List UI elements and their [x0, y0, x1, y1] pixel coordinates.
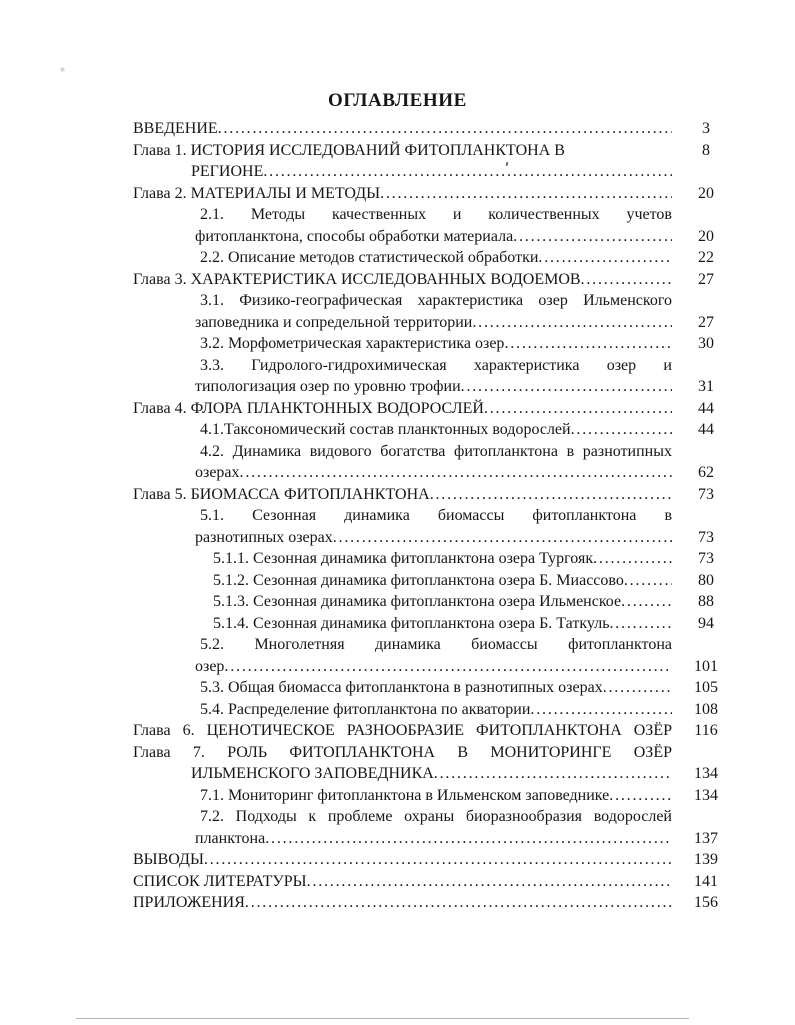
dot-leader [581, 269, 672, 291]
toc-entry-text-inner: 5.3. Общая биомасса фитопланктона в разнотипных озерах [200, 679, 603, 696]
toc-entry-text [191, 763, 434, 785]
scan-edge-line [76, 1018, 689, 1019]
page-number: 27 [698, 313, 714, 331]
toc-entry-text [133, 269, 581, 291]
page-number: 134 [694, 765, 718, 782]
toc-entry-text [200, 333, 504, 355]
toc-entry-text [133, 742, 672, 764]
toc-entry-text-inner: 3.1. Физико-географическая характеристика озер Ильменского [200, 292, 672, 309]
dot-leader [265, 828, 672, 850]
toc-line [133, 290, 740, 312]
toc-line [133, 656, 740, 678]
toc-line [133, 699, 740, 721]
toc-entry-text-inner: 2.2. Описание методов статистической обработки [200, 249, 539, 266]
dot-leader [593, 548, 672, 570]
page-number: 94 [698, 614, 714, 632]
dot-leader [504, 333, 672, 355]
toc-entry-text-inner: 4.1.Таксономический состав планктонных водорослей [200, 421, 571, 438]
toc-entry-text [200, 355, 672, 377]
toc-line [133, 785, 740, 807]
toc-entry-text-inner: СПИСОК ЛИТЕРАТУРЫ [133, 872, 307, 890]
page-number: 105 [694, 679, 718, 696]
page-number: 80 [698, 571, 714, 589]
dot-leader [461, 376, 672, 398]
toc-entry-text-inner: 5.1.4. Сезонная динамика фитопланктона озера Б. Таткуль [213, 614, 610, 632]
toc-entry-text-inner: 5.1.1. Сезонная динамика фитопланктона озера Тургояк [213, 550, 594, 567]
toc-line [133, 312, 740, 334]
dot-leader [380, 183, 672, 205]
page-number: 73 [698, 485, 714, 503]
toc-line [133, 118, 740, 140]
scan-speck [60, 67, 65, 72]
page-number: 101 [694, 657, 718, 675]
toc-entry-text [195, 226, 513, 248]
dot-leader [224, 656, 672, 678]
toc-line [133, 398, 740, 420]
toc-entry-text-inner: озерах [195, 464, 240, 481]
toc-list [0, 118, 795, 914]
page-number: 8 [702, 141, 710, 159]
page-number: 116 [694, 722, 718, 739]
toc-entry-text [200, 699, 530, 721]
toc-entry-text [133, 484, 430, 506]
toc-entry-text-inner: фитопланктона, способы обработки материала [195, 227, 514, 245]
page-number: 139 [694, 851, 718, 868]
toc-entry-text-inner: 5.2. Многолетняя динамика биомассы фитопланктона [200, 636, 672, 653]
toc-line [133, 247, 740, 269]
page-number: 27 [698, 270, 714, 288]
page-number: 88 [698, 593, 714, 610]
page-number: 3 [702, 120, 710, 137]
toc-entry-text [133, 892, 245, 914]
page-number: 62 [698, 464, 714, 481]
toc-entry-text-inner: Глава 7. РОЛЬ ФИТОПЛАНКТОНА В МОНИТОРИНГЕ ОЗЁР [133, 743, 672, 761]
toc-entry-text [195, 462, 240, 484]
page-number: 73 [698, 528, 714, 546]
toc-entry-text [133, 140, 565, 162]
toc-entry-text-inner: Глава 2. МАТЕРИАЛЫ И МЕТОДЫ [133, 184, 381, 202]
dot-leader [484, 398, 672, 420]
toc-entry-text-inner: Глава 3. ХАРАКТЕРИСТИКА ИССЛЕДОВАННЫХ ВОДОЕМОВ [133, 270, 581, 288]
dot-leader [571, 419, 672, 441]
toc-line [133, 806, 740, 828]
toc-entry-text-inner: 5.1.3. Сезонная динамика фитопланктона озера Ильменское [213, 593, 622, 610]
toc-line [133, 828, 740, 850]
toc-line [133, 333, 740, 355]
toc-entry-text [200, 677, 603, 699]
page-title: ОГЛАВЛЕНИЕ [328, 90, 467, 111]
toc-line [133, 591, 740, 613]
toc-line [133, 226, 740, 248]
toc-entry-text [200, 419, 571, 441]
dot-leader [513, 226, 672, 248]
toc-line [133, 484, 740, 506]
toc-line [133, 204, 740, 226]
page-number: 137 [694, 829, 718, 847]
toc-entry-text-inner: ВВЕДЕНИЕ [133, 120, 218, 137]
dot-leader [472, 312, 672, 334]
toc-line [133, 419, 740, 441]
toc-entry-text-inner: озер [195, 657, 225, 675]
toc-entry-text [213, 570, 624, 592]
dot-leader [430, 484, 672, 506]
toc-entry-text-inner: Глава 6. ЦЕНОТИЧЕСКОЕ РАЗНООБРАЗИЕ ФИТОПЛАНКТОНА ОЗЁР [133, 722, 672, 739]
toc-entry-text [195, 656, 224, 678]
toc-line [133, 462, 740, 484]
toc-entry-text-inner: Глава 4. ФЛОРА ПЛАНКТОННЫХ ВОДОРОСЛЕЙ [133, 399, 484, 417]
toc-line [133, 505, 740, 527]
toc-entry-text [191, 161, 263, 183]
toc-entry-text [200, 290, 672, 312]
dot-leader [538, 247, 672, 269]
toc-line [133, 183, 740, 205]
dot-leader [434, 763, 672, 785]
dot-leader [245, 892, 672, 914]
dot-leader [530, 699, 672, 721]
dot-leader [307, 871, 672, 893]
page-number: 73 [698, 550, 714, 567]
page-number: 108 [694, 700, 718, 718]
toc-entry-text [195, 828, 265, 850]
dot-leader [624, 570, 672, 592]
toc-entry-text-inner: 2.1. Методы качественных и количественных учетов [200, 206, 672, 223]
dot-leader [218, 118, 672, 140]
toc-entry-text-inner: планктона [195, 829, 266, 847]
toc-entry-text [133, 118, 218, 140]
toc-entry-text-inner: разнотипных озерах [195, 528, 333, 546]
toc-entry-text [200, 785, 609, 807]
toc-entry-text [200, 204, 672, 226]
page-number: 141 [694, 872, 718, 890]
toc-entry-text-inner: 5.1. Сезонная динамика биомассы фитопланктона в [200, 507, 672, 524]
toc-line [133, 613, 740, 635]
toc-line [133, 677, 740, 699]
toc-entry-text-inner: типологизация озер по уровню трофии [195, 378, 461, 395]
dot-leader [204, 849, 672, 871]
toc-line [133, 871, 740, 893]
toc-line [133, 892, 740, 914]
toc-entry-text-inner: Глава 1. ИСТОРИЯ ИССЛЕДОВАНИЙ ФИТОПЛАНКТОНА В [133, 141, 565, 159]
toc-entry-text-inner: ПРИЛОЖЕНИЯ [133, 894, 245, 911]
toc-line [133, 634, 740, 656]
dot-leader [609, 785, 672, 807]
toc-entry-text [195, 312, 472, 334]
page-number: 31 [698, 378, 714, 395]
toc-entry-text [200, 505, 672, 527]
page-number: 134 [694, 786, 718, 804]
toc-line [133, 548, 740, 570]
toc-entry-text [200, 806, 672, 828]
toc-entry-text-inner: 7.1. Мониторинг фитопланктона в Ильменском заповеднике [200, 786, 610, 804]
toc-entry-text-inner: 3.3. Гидролого-гидрохимическая характеристика озер и [200, 356, 672, 374]
dot-leader [263, 161, 672, 183]
toc-entry-text [133, 398, 484, 420]
toc-line [133, 140, 740, 162]
toc-entry-text [200, 634, 672, 656]
toc-entry-text-inner: ИЛЬМЕНСКОГО ЗАПОВЕДНИКА [191, 765, 434, 782]
dot-leader [609, 613, 672, 635]
toc-entry-text [200, 441, 672, 463]
toc-entry-text-inner: 5.4. Распределение фитопланктона по акватории [200, 700, 531, 718]
toc-entry-text [195, 527, 333, 549]
toc-line [133, 742, 740, 764]
toc-line [133, 849, 740, 871]
toc-entry-text [213, 548, 593, 570]
toc-entry-text [133, 849, 204, 871]
toc-line [133, 763, 740, 785]
toc-line [133, 570, 740, 592]
page-number: 22 [698, 249, 714, 266]
toc-entry-text-inner: ВЫВОДЫ [133, 851, 204, 868]
dot-leader [621, 591, 672, 613]
page-number: 156 [694, 894, 718, 911]
page-number: 30 [698, 335, 714, 352]
toc-entry-text [213, 591, 621, 613]
toc-entry-text [133, 720, 672, 742]
toc-entry-text-inner: 5.1.2. Сезонная динамика фитопланктона озера Б. Миассово [213, 571, 624, 589]
toc-entry-text [195, 376, 461, 398]
toc-line [133, 269, 740, 291]
toc-entry-text-inner: РЕГИОНЕ [191, 163, 264, 180]
page-number: 44 [698, 399, 714, 417]
dot-leader [240, 462, 672, 484]
dot-leader [603, 677, 672, 699]
toc-entry-text-inner: 7.2. Подходы к проблеме охраны биоразнообразия водорослей [200, 808, 672, 825]
dot-leader [333, 527, 672, 549]
toc-line [133, 720, 740, 742]
toc-entry-text-inner: Глава 5. БИОМАССА ФИТОПЛАНКТОНА [133, 485, 430, 503]
toc-line [133, 527, 740, 549]
toc-entry-text [213, 613, 609, 635]
toc-entry-text [200, 247, 538, 269]
toc-entry-text [133, 183, 380, 205]
toc-entry-text [133, 871, 307, 893]
page-number: 20 [698, 227, 714, 245]
page-number: 20 [698, 184, 714, 202]
toc-line [133, 161, 740, 183]
toc-entry-text-inner: 4.2. Динамика видового богатства фитопланктона в разнотипных [200, 442, 672, 460]
toc-entry-text-inner: 3.2. Морфометрическая характеристика озер [200, 335, 505, 352]
page-number: 44 [698, 421, 714, 438]
toc-line [133, 441, 740, 463]
toc-line [133, 376, 740, 398]
toc-line [133, 355, 740, 377]
toc-entry-text-inner: заповедника и сопредельной территории [195, 313, 473, 331]
